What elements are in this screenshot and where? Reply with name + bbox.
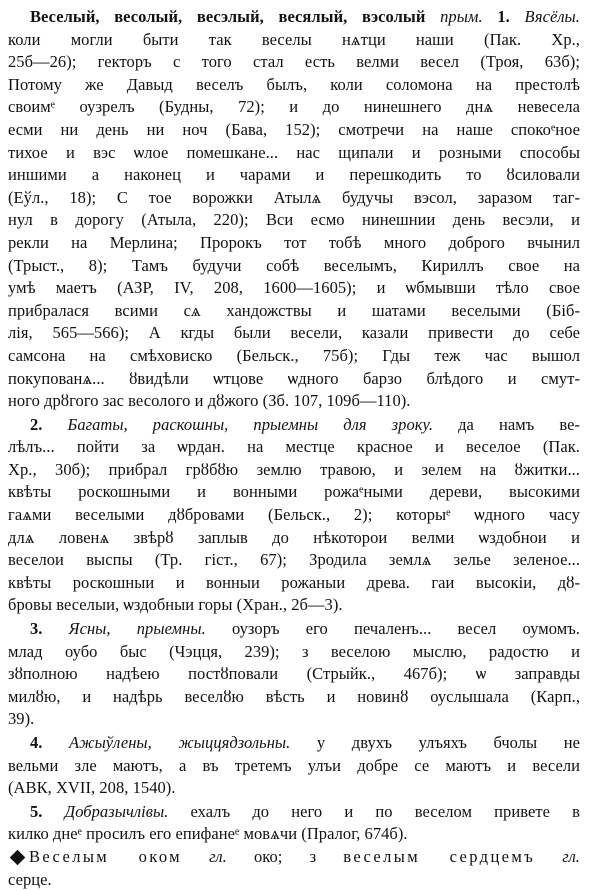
entry-line: 39). [8, 709, 35, 729]
entry-line: иншими а наконец и чарами и перешкодить то ȣсиловали [8, 165, 580, 185]
entry-line: зȣполною надѣею постȣповали (Стрыйк., 467б); ѡ заправды [8, 664, 580, 684]
entry-line: килко днеᵉ просилъ его епифанеᵉ мовѧчи (Пралог, 674б). [8, 824, 408, 844]
sense-number: 2. [30, 414, 43, 434]
entry-line: Потому же Давыд веселъ былъ, коли соломона на престолѣ [8, 74, 580, 94]
entry-line: Хр., 30б); прибрал грȣбȣю землю травою, и зелем на ȣжитки... [8, 459, 580, 479]
entry-line: квѣты роскошныи и вонныи рожаныи древа. гаи высокіи, дȣ- [8, 572, 580, 592]
entry-line: покупованѧ... ȣвидѣли ѡтцове ѡдного барзо блѣдого и смут- [8, 368, 580, 388]
entry-line [8, 6, 580, 29]
entry-line: есми ни день ни ноч (Бава, 152); смотречи на наше спокоᵉное [8, 119, 580, 139]
sense-number: 5. [30, 801, 43, 821]
phrase: веселым сердцемъ [343, 846, 536, 866]
entry-line [8, 801, 580, 824]
sense-number: 1. [497, 7, 510, 26]
entry-line: вельми зле маютъ, а въ третемъ улъи добре се маютъ и весели [8, 755, 580, 775]
entry-line: квѣты роскошными и вонными рожаᵉными дереви, высокими [8, 482, 580, 502]
sense-gloss: Ясны, прыемны. [68, 619, 206, 639]
grammar-label: гл. [209, 846, 227, 866]
entry-line: 25б—26); гекторъ с того стал есть велми весел (Троя, 63б); [8, 52, 580, 72]
citation-text: да намъ ве- [458, 414, 580, 434]
entry-line [8, 618, 580, 641]
entry-line: тихое и вэс ѡлое помешканe... нас щипали и розными способы [8, 142, 580, 162]
sense-gloss: Багаты, раскошны, прыемны для зроку. [67, 414, 434, 434]
grammar-label: гл. [562, 846, 580, 866]
entry-line [8, 414, 580, 437]
diamond-icon [10, 850, 26, 866]
entry-line: своимᵉ оузрелъ (Будны, 72); и до нинешнего днѧ невесела [8, 97, 580, 117]
citation-text: оузоръ его печаленъ... весел оумомъ. [231, 619, 580, 639]
entry-line: коли могли быти так веселы нѧтци наши (Пак. Хр., [8, 29, 580, 49]
phrase-prefix: з [309, 846, 317, 866]
entry-line: длѧ ловенѧ звѣрȣ заплыв до нѣкоторои велми ѡздобнои и [8, 527, 580, 547]
entry-line: (Еўл., 18); С тое ворожки Атылѧ будучы вэсол, заразом тaг- [8, 187, 580, 207]
entry-line: веселои выспы (Тр. гiст., 67); Зродила землѧ зелье зеленое... [8, 550, 580, 570]
headword: Веселый, весолый, весэлый, весялый, вэсолый [30, 7, 426, 26]
sense-gloss: Ажыўлены, жыццядзольны. [69, 733, 291, 752]
citation-text: ехалъ до него и по веселом привете в [190, 801, 580, 821]
part-of-speech: прым. [440, 7, 483, 26]
sense-number: 3. [30, 619, 43, 639]
sense-gloss: Добразычлівы. [64, 801, 169, 821]
entry-line: нул в дорогу (Атыла, 220); Вси есмо нинешнии день весэли, и [8, 210, 580, 230]
entry-line: прибралася всими сѧ хандожствы и шатами веселыми (Біб- [8, 300, 580, 320]
entry-line: лія, 565—566); А кгды были весели, казали привести до себе [8, 323, 580, 343]
entry-line: гаѧми веселыми дȣбровами (Бельск., 2); которыᵉ ѡдного часу [8, 505, 580, 525]
phrase-line [8, 846, 580, 869]
cross-reference: око; [253, 846, 283, 866]
entry-line: милȣю, и надѣрь веселȣю вѣсть и новинȣ оуслышала (Карп., [8, 686, 580, 706]
sense-number: 4. [30, 733, 43, 752]
entry-line: бровы веселыи, ѡздобныи горы (Хран., 2б—3). [8, 595, 343, 615]
cross-reference: серце. [8, 869, 52, 889]
entry-line: (Трыст., 8); Тамъ будучи собѣ веселымъ, Кириллъ свое на [8, 255, 580, 275]
entry-line: лѣлъ... пойти за ѡрдан. на местце красное и веселое (Пак. [8, 437, 580, 457]
entry-line: ного дрȣгого зас весолого и дȣжого (Зб. 107, 109б—110). [8, 391, 411, 411]
entry-line: (АВК, XVII, 208, 1540). [8, 778, 176, 798]
entry-line: рекли на Мерлина; Пророкъ тот тобѣ много доброго вчынил [8, 232, 580, 252]
sense-gloss: Вясёлы. [524, 7, 580, 26]
entry-line: умѣ маетъ (АЗР, IV, 208, 1600—1605); и ѡбмывши тѣло свое [8, 278, 580, 298]
entry-line: самсона на смѣховиско (Бельск., 75б); Гды теж час вышол [8, 345, 580, 365]
citation-text: у двухъ улъяхъ бчолы не [316, 733, 580, 752]
phrase: Веселым оком [29, 846, 183, 866]
entry-line [8, 732, 580, 755]
entry-line: млад оубо быс (Чэцця, 239); з веселою мыслю, радостю и [8, 641, 580, 661]
